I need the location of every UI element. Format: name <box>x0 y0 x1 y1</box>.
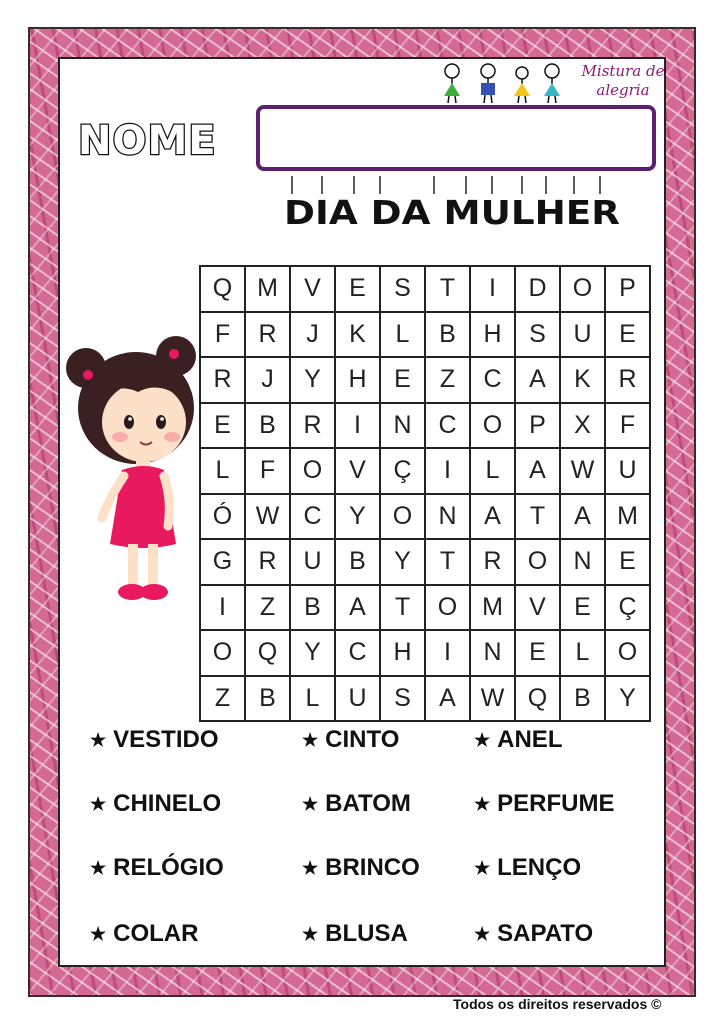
grid-row <box>200 494 650 540</box>
grid-cell[interactable]: M <box>245 266 290 312</box>
word-label: PERFUME <box>497 790 615 817</box>
grid-cell[interactable]: Y <box>605 676 650 722</box>
brand-logo <box>438 60 668 104</box>
copyright-footer: Todos os direitos reservados © <box>453 996 662 1012</box>
star-icon: ★ <box>302 793 319 814</box>
grid-cell[interactable]: M <box>470 585 515 631</box>
grid-cell[interactable]: R <box>470 539 515 585</box>
grid-cell[interactable]: O <box>470 403 515 449</box>
word-item <box>90 726 219 754</box>
grid-cell[interactable]: U <box>605 448 650 494</box>
grid-cell[interactable]: A <box>425 676 470 722</box>
girl-illustration <box>64 330 204 630</box>
grid-cell[interactable]: A <box>515 357 560 403</box>
word-list <box>90 726 650 966</box>
star-icon: ★ <box>90 923 107 944</box>
grid-cell[interactable]: R <box>245 539 290 585</box>
grid-cell[interactable]: Y <box>290 630 335 676</box>
grid-cell[interactable]: B <box>560 676 605 722</box>
grid-cell[interactable]: V <box>290 266 335 312</box>
grid-cell[interactable]: L <box>470 448 515 494</box>
grid-cell[interactable]: I <box>425 448 470 494</box>
word-item <box>90 854 224 882</box>
word-item <box>302 726 399 754</box>
star-icon: ★ <box>90 729 107 750</box>
page-title <box>284 176 624 236</box>
grid-cell[interactable]: Q <box>200 266 245 312</box>
grid-cell[interactable]: U <box>335 676 380 722</box>
brand-text <box>568 62 678 100</box>
grid-cell[interactable]: K <box>335 312 380 358</box>
star-icon: ★ <box>302 857 319 878</box>
word-label: SAPATO <box>497 920 594 947</box>
grid-cell[interactable]: S <box>380 676 425 722</box>
word-item <box>474 726 562 754</box>
grid-cell[interactable]: B <box>245 676 290 722</box>
name-input-box[interactable] <box>256 105 656 171</box>
grid-cell[interactable]: E <box>605 539 650 585</box>
grid-cell[interactable]: L <box>560 630 605 676</box>
grid-cell[interactable]: U <box>290 539 335 585</box>
brand-line-1: Mistura de <box>581 62 665 80</box>
grid-cell[interactable]: R <box>605 357 650 403</box>
grid-cell[interactable]: F <box>605 403 650 449</box>
grid-row <box>200 312 650 358</box>
star-icon: ★ <box>474 729 491 750</box>
star-icon: ★ <box>474 857 491 878</box>
grid-cell[interactable]: A <box>335 585 380 631</box>
grid-cell[interactable]: V <box>515 585 560 631</box>
brand-line-2: alegria <box>596 81 650 99</box>
grid-cell[interactable]: W <box>560 448 605 494</box>
word-item <box>90 920 198 948</box>
name-label: NOME <box>78 118 217 164</box>
grid-cell[interactable]: H <box>335 357 380 403</box>
grid-cell[interactable]: N <box>470 630 515 676</box>
grid-cell[interactable]: L <box>290 676 335 722</box>
grid-cell[interactable]: B <box>245 403 290 449</box>
word-label: BATOM <box>325 790 411 817</box>
grid-cell[interactable]: P <box>515 403 560 449</box>
grid-row <box>200 266 650 312</box>
grid-cell[interactable]: T <box>515 494 560 540</box>
grid-cell[interactable]: Y <box>380 539 425 585</box>
grid-cell[interactable]: E <box>605 312 650 358</box>
word-item <box>474 920 593 948</box>
grid-cell[interactable]: Ç <box>380 448 425 494</box>
grid-row <box>200 357 650 403</box>
kids-logo-icon <box>438 62 566 104</box>
star-icon: ★ <box>90 857 107 878</box>
grid-cell[interactable]: F <box>245 448 290 494</box>
grid-cell[interactable]: A <box>515 448 560 494</box>
grid-cell[interactable]: S <box>380 266 425 312</box>
grid-cell[interactable]: P <box>605 266 650 312</box>
grid-cell[interactable]: I <box>470 266 515 312</box>
word-item <box>90 790 221 818</box>
star-icon: ★ <box>302 729 319 750</box>
grid-cell[interactable]: Z <box>245 585 290 631</box>
word-label: CINTO <box>325 726 400 753</box>
word-item <box>474 854 581 882</box>
grid-row <box>200 403 650 449</box>
grid-cell[interactable]: Ó <box>200 494 245 540</box>
grid-cell[interactable]: I <box>425 630 470 676</box>
star-icon: ★ <box>474 793 491 814</box>
grid-cell[interactable]: C <box>470 357 515 403</box>
grid-cell[interactable]: O <box>425 585 470 631</box>
grid-cell[interactable]: O <box>515 539 560 585</box>
word-label: COLAR <box>113 920 199 947</box>
grid-cell[interactable]: O <box>380 494 425 540</box>
word-label: ANEL <box>497 726 563 753</box>
word-label: VESTIDO <box>113 726 219 753</box>
grid-cell[interactable]: E <box>200 403 245 449</box>
star-icon: ★ <box>302 923 319 944</box>
grid-cell[interactable]: E <box>380 357 425 403</box>
word-label: RELÓGIO <box>113 854 224 881</box>
word-item <box>302 920 408 948</box>
grid-row <box>200 630 650 676</box>
grid-cell[interactable]: L <box>380 312 425 358</box>
grid-cell[interactable]: G <box>200 539 245 585</box>
grid-cell[interactable]: Q <box>515 676 560 722</box>
grid-cell[interactable]: Ç <box>605 585 650 631</box>
grid-cell[interactable]: N <box>380 403 425 449</box>
grid-cell[interactable]: J <box>290 312 335 358</box>
grid-cell[interactable]: N <box>425 494 470 540</box>
grid-cell[interactable]: O <box>560 266 605 312</box>
grid-cell[interactable]: W <box>470 676 515 722</box>
word-label: LENÇO <box>497 854 582 881</box>
grid-cell[interactable]: N <box>560 539 605 585</box>
grid-cell[interactable]: Z <box>200 676 245 722</box>
word-search-grid <box>199 265 651 722</box>
grid-row <box>200 676 650 722</box>
grid-row <box>200 585 650 631</box>
word-item <box>302 854 420 882</box>
title-text: DIA DA MULHER <box>284 193 620 232</box>
grid-cell[interactable]: U <box>560 312 605 358</box>
grid-cell[interactable]: B <box>425 312 470 358</box>
grid-row <box>200 539 650 585</box>
grid-cell[interactable]: C <box>425 403 470 449</box>
grid-cell[interactable]: M <box>605 494 650 540</box>
grid-cell[interactable]: C <box>290 494 335 540</box>
word-label: BRINCO <box>325 854 420 881</box>
grid-row <box>200 448 650 494</box>
grid-cell[interactable]: X <box>560 403 605 449</box>
grid-cell[interactable]: S <box>515 312 560 358</box>
grid-cell[interactable]: L <box>200 448 245 494</box>
grid-cell[interactable]: V <box>335 448 380 494</box>
grid-cell[interactable]: Z <box>425 357 470 403</box>
word-item <box>302 790 411 818</box>
grid-cell[interactable]: R <box>245 312 290 358</box>
grid-cell[interactable]: R <box>200 357 245 403</box>
grid-cell[interactable]: A <box>560 494 605 540</box>
grid-cell[interactable]: R <box>290 403 335 449</box>
grid-cell[interactable]: I <box>200 585 245 631</box>
grid-cell[interactable]: H <box>380 630 425 676</box>
word-item <box>474 790 614 818</box>
grid-cell[interactable]: A <box>470 494 515 540</box>
grid-cell[interactable]: F <box>200 312 245 358</box>
grid-cell[interactable]: Y <box>335 494 380 540</box>
grid-cell[interactable]: B <box>335 539 380 585</box>
word-label: CHINELO <box>113 790 222 817</box>
grid-cell[interactable]: W <box>245 494 290 540</box>
grid-cell[interactable]: T <box>380 585 425 631</box>
grid-cell[interactable]: E <box>515 630 560 676</box>
star-icon: ★ <box>474 923 491 944</box>
grid-cell[interactable]: C <box>335 630 380 676</box>
grid-cell[interactable]: D <box>515 266 560 312</box>
grid-cell[interactable]: Q <box>245 630 290 676</box>
grid-cell[interactable]: J <box>245 357 290 403</box>
grid-cell[interactable]: O <box>200 630 245 676</box>
grid-cell[interactable]: E <box>560 585 605 631</box>
grid-cell[interactable]: Y <box>290 357 335 403</box>
grid-cell[interactable]: E <box>335 266 380 312</box>
grid-cell[interactable]: H <box>470 312 515 358</box>
grid-cell[interactable]: I <box>335 403 380 449</box>
grid-cell[interactable]: K <box>560 357 605 403</box>
grid-cell[interactable]: T <box>425 539 470 585</box>
grid-cell[interactable]: O <box>290 448 335 494</box>
word-label: BLUSA <box>325 920 408 947</box>
grid-cell[interactable]: B <box>290 585 335 631</box>
grid-cell[interactable]: O <box>605 630 650 676</box>
star-icon: ★ <box>90 793 107 814</box>
grid-cell[interactable]: T <box>425 266 470 312</box>
